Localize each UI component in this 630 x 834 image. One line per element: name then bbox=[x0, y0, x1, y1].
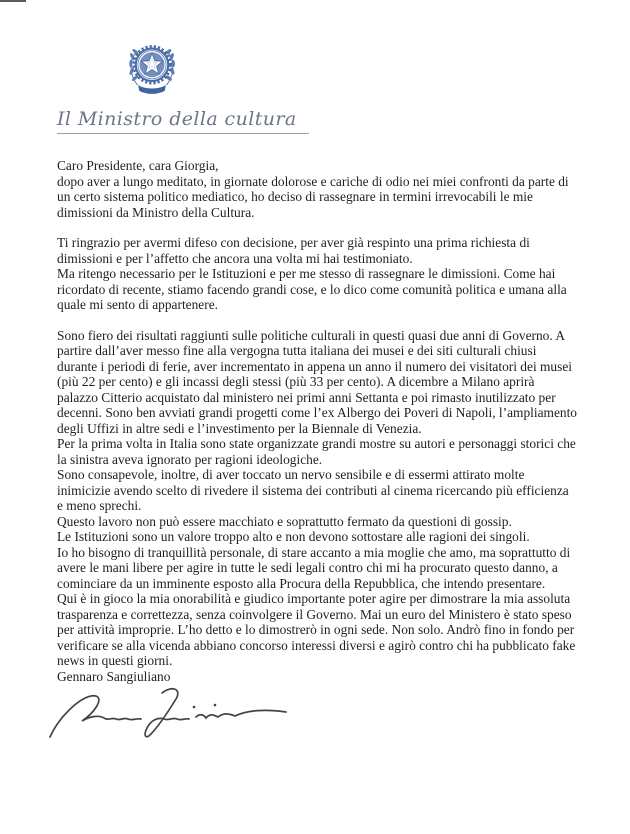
paragraph-onorabilita: Qui è in gioco la mia onorabilità e giudico importante poter agire per dimostrare la mia assoluta trasparenza e correttezza, senza coinvolgere il Governo. Mai un euro del Ministero è stato speso per attività improprie. L’ho detto e lo dimostrerò in ogni sede. Non solo. Andrò fino in fondo per verificare se alla vicenda abbiano concorso interessi diversi e agirò contro chi ha pubblicato fake news in questi giorni. bbox=[57, 591, 576, 668]
letter-body bbox=[57, 158, 578, 684]
minister-title: Il Ministro della cultura bbox=[57, 108, 309, 134]
paragraph-valore-istituzioni: Le Istituzioni sono un valore troppo alto e non devono sottostare alle ragioni dei singoli. bbox=[57, 529, 530, 544]
scan-artifact bbox=[0, 0, 26, 2]
paragraph-tranquillita: Io ho bisogno di tranquillità personale, di stare accanto a mia moglie che amo, ma soprattutto di avere le mani libere per agire in tutte le sedi legali contro chi mi ha procurato questo danno, a cominciare da un imminente esposto alla Procura della Repubblica, che intendo presentare. bbox=[57, 544, 571, 591]
paragraph-risultati: Sono fiero dei risultati raggiunti sulle politiche culturali in questi quasi due anni di Governo. A partire dall’aver messo fine alla vergogna tutta italiana dei musei e dei siti culturali chiusi durante i periodi di ferie, aver incrementato in appena un anno il numero dei visitatori dei musei (più 22 per cento) e gli incassi degli stessi (più 33 per cento). A dicembre a Milano aprirà palazzo Citterio acquistato dal ministero nei primi anni Settanta e poi rimasto inutilizzato per decenni. Sono ben avviati grandi progetti come l’ex Albergo dei Poveri di Napoli, l’ampliamento degli Uffizi in altre sedi e l’investimento per la Biennale di Venezia. bbox=[57, 327, 577, 436]
paragraph-group-ringraziamento bbox=[57, 235, 578, 313]
paragraph-necessita: Ma ritengo necessario per le Istituzioni e per me stesso di rassegnare le dimissioni. Come hai ricordato di recente, stiamo facendo grandi cose, e lo dico come comunità politica e umana alla quale mi sento di appartenere. bbox=[57, 266, 567, 312]
italian-republic-emblem-icon bbox=[123, 36, 181, 97]
paragraph-ringraziamento: Ti ringrazio per avermi difeso con decisione, per aver già respinto una prima richiesta di dimissioni e per l’affetto che ancora una volta mi hai testimoniato. bbox=[57, 235, 530, 266]
paragraph-gossip: Questo lavoro non può essere macchiato e soprattutto fermato da questioni di gossip. bbox=[57, 513, 512, 529]
closing-name: Gennaro Sangiuliano bbox=[57, 668, 171, 684]
paragraph-mostre: Per la prima volta in Italia sono state organizzate grandi mostre su autori e personaggi storici che la sinistra aveva ignorato per ragioni ideologiche. bbox=[57, 436, 576, 467]
paragraph-group-bilancio bbox=[57, 328, 578, 669]
paragraph-dimissioni: dopo aver a lungo meditato, in giornate dolorose e cariche di odio nei miei confronti da parte di un certo sistema politico mediatico, ho deciso di rassegnare in termini irrevocabili le mie dimissioni da Ministro della Cultura. bbox=[57, 173, 569, 220]
salutation-line: Caro Presidente, cara Giorgia, bbox=[57, 158, 219, 173]
letterhead bbox=[0, 0, 630, 134]
paragraph-cinema: Sono consapevole, inoltre, di aver toccato un nervo sensibile e di essermi attirato molte inimicizie avendo scelto di rivedere il sistema dei contributi al cinema ricercando più efficienza e meno sprechi. bbox=[57, 467, 569, 513]
signature-autograph bbox=[43, 685, 295, 743]
